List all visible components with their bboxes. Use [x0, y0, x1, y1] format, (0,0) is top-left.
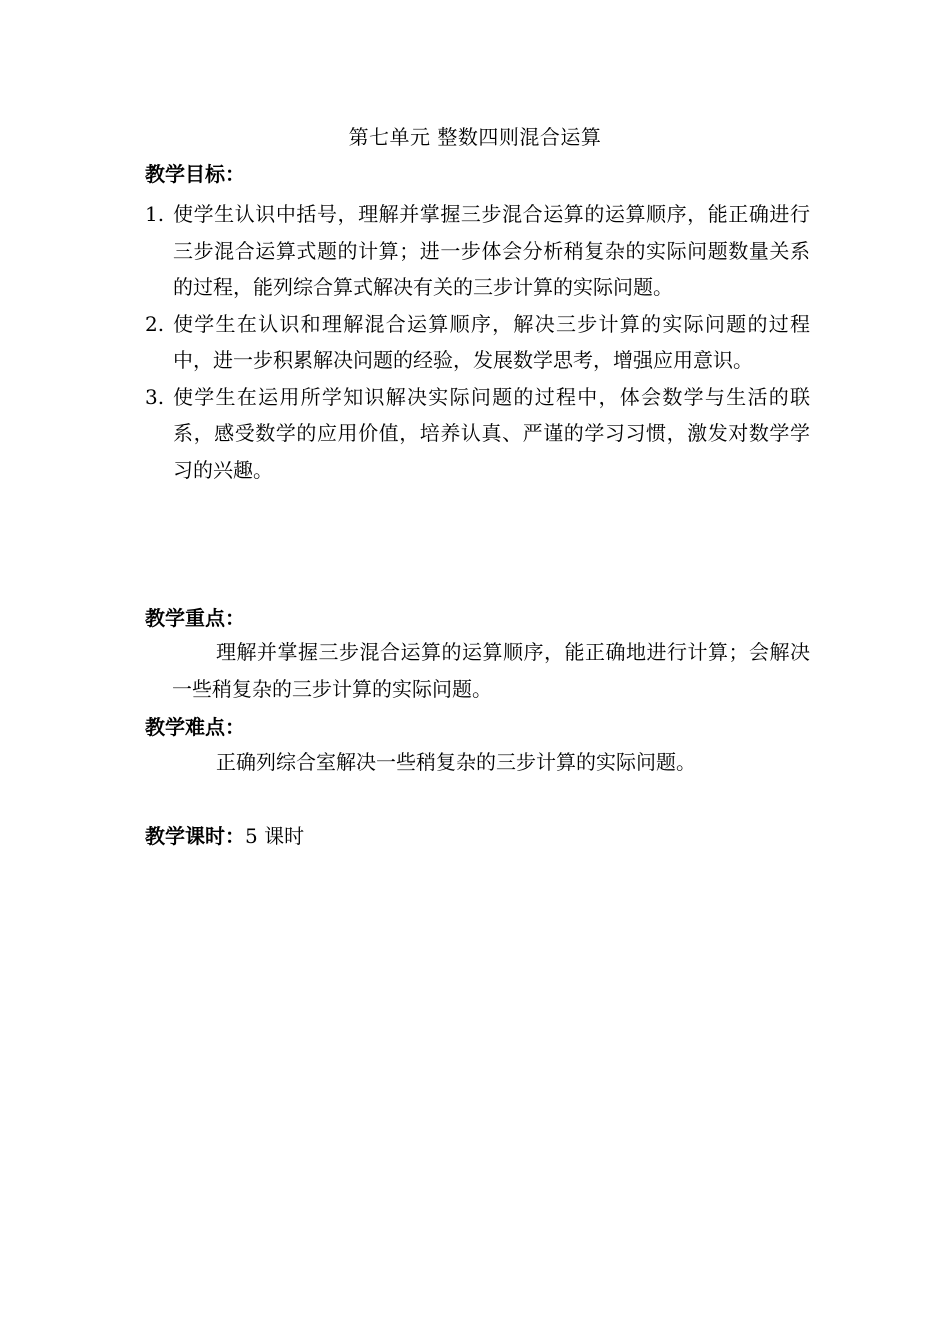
- difficulties-heading: 教学难点：: [145, 715, 245, 739]
- objective-text: 使学生认识中括号，理解并掌握三步混合运算的运算顺序，能正确进行三步混合运算式题的计算；进一步体会分析稍复杂的实际问题数量关系的过程，能列综合算式解决有关的三步计算的实际问题。: [173, 202, 810, 299]
- objective-item: [145, 379, 810, 489]
- document-title: 第七单元 整数四则混合运算: [348, 125, 602, 149]
- objective-number: 1.: [145, 202, 165, 226]
- class-hours-value: 5 课时: [245, 824, 305, 848]
- objectives-list: [145, 196, 810, 488]
- class-hours-line: [145, 822, 304, 850]
- key-points-heading: 教学重点：: [145, 606, 245, 630]
- difficulties-text: 正确列综合室解决一些稍复杂的三步计算的实际问题。: [216, 750, 696, 774]
- objective-text: 使学生在认识和理解混合运算顺序，解决三步计算的实际问题的过程中，进一步积累解决问题的经验，发展数学思考，增强应用意识。: [173, 311, 810, 372]
- objective-text: 使学生在运用所学知识解决实际问题的过程中，体会数学与生活的联系，感受数学的应用价值，培养认真、严谨的学习习惯，激发对数学学习的兴趣。: [173, 384, 810, 482]
- objective-number: 2.: [145, 311, 165, 336]
- objective-number: 3.: [145, 384, 165, 409]
- objective-item: [145, 196, 810, 306]
- class-hours-label: 教学课时：: [145, 824, 245, 848]
- objective-item: [145, 306, 810, 379]
- objectives-heading: 教学目标：: [145, 162, 245, 186]
- key-points-text: 理解并掌握三步混合运算的运算顺序，能正确地进行计算；会解决一些稍复杂的三步计算的实际问题。: [172, 640, 810, 701]
